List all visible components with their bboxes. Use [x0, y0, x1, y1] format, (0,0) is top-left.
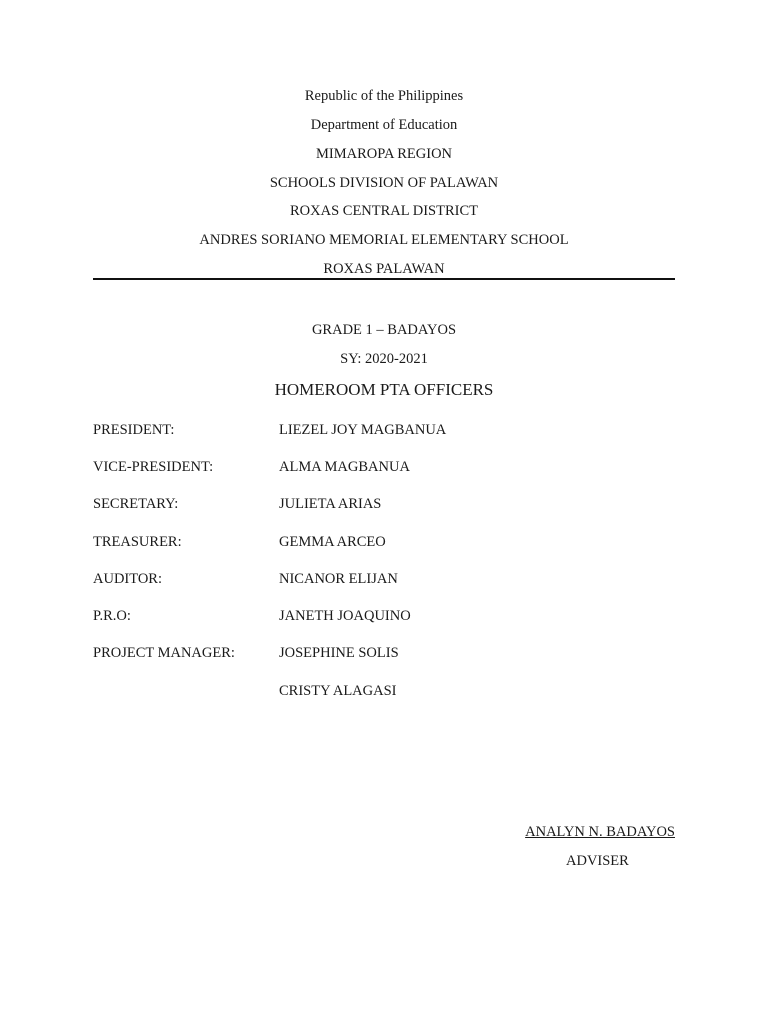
- officer-row: [0, 458, 768, 478]
- officer-position: SECRETARY:: [93, 496, 179, 512]
- officer-position: PROJECT MANAGER:: [93, 645, 235, 661]
- signatory-role: ADVISER: [566, 853, 629, 869]
- officer-name: JOSEPHINE SOLIS: [279, 645, 399, 661]
- officer-row: [0, 533, 768, 553]
- officer-row: [0, 495, 768, 515]
- officer-position: PRESIDENT:: [93, 422, 175, 438]
- school-year-label: SY: 2020-2021: [340, 351, 428, 367]
- letterhead-divider: [93, 278, 675, 280]
- letterhead-line-country: Republic of the Philippines: [304, 88, 464, 104]
- letterhead-line-district: ROXAS CENTRAL DISTRICT: [290, 203, 478, 219]
- officer-row: [0, 570, 768, 590]
- grade-section-label: GRADE 1 – BADAYOS: [311, 322, 457, 338]
- letterhead-line-region: MIMAROPA REGION: [315, 146, 453, 162]
- letterhead-line-address: ROXAS PALAWAN: [323, 261, 445, 277]
- officer-row: [0, 682, 768, 702]
- officer-position: AUDITOR:: [93, 571, 163, 587]
- officer-row: [0, 644, 768, 664]
- document-title: HOMEROOM PTA OFFICERS: [274, 380, 494, 399]
- officer-row: [0, 421, 768, 441]
- officer-name: JANETH JOAQUINO: [279, 608, 411, 624]
- letterhead-line-division: SCHOOLS DIVISION OF PALAWAN: [269, 175, 499, 191]
- officer-name: GEMMA ARCEO: [279, 534, 386, 550]
- officer-name: ALMA MAGBANUA: [279, 459, 410, 475]
- signatory-name: ANALYN N. BADAYOS: [525, 824, 675, 840]
- officer-name: JULIETA ARIAS: [279, 496, 382, 512]
- officer-position: P.R.O:: [93, 608, 131, 624]
- officer-position: VICE-PRESIDENT:: [93, 459, 214, 475]
- letterhead-line-department: Department of Education: [310, 117, 458, 133]
- officer-name: NICANOR ELIJAN: [279, 571, 398, 587]
- officer-row: [0, 607, 768, 627]
- officer-position: TREASURER:: [93, 534, 182, 550]
- letterhead-line-school: ANDRES SORIANO MEMORIAL ELEMENTARY SCHOOL: [199, 232, 569, 248]
- officer-name: LIEZEL JOY MAGBANUA: [279, 422, 447, 438]
- officer-name: CRISTY ALAGASI: [279, 683, 397, 699]
